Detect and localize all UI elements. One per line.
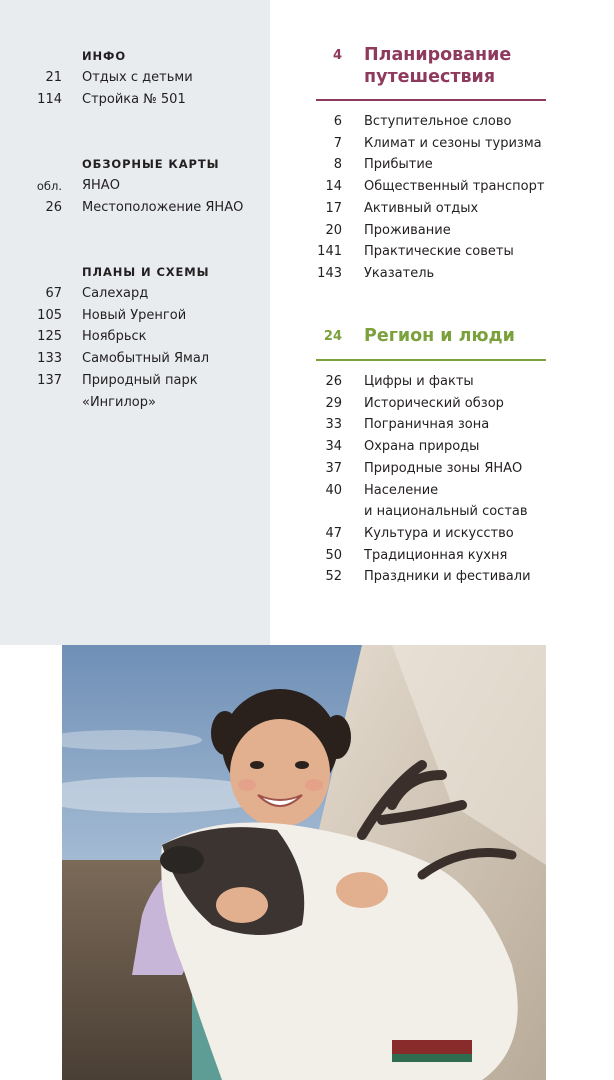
toc-entry[interactable] [0, 223, 614, 245]
toc-entry[interactable] [0, 417, 614, 439]
entry-label: Традиционная кухня [364, 547, 508, 563]
chapter-title[interactable] [364, 44, 511, 88]
entry-label: Прибытие [364, 157, 433, 173]
toc-entry[interactable] [0, 308, 270, 330]
toc-entry[interactable] [0, 201, 614, 223]
chapter-divider [316, 99, 546, 101]
entry-label: Природные зоны ЯНАО [364, 460, 523, 476]
page-number: 125 [37, 329, 62, 345]
page-number: 17 [325, 200, 342, 216]
page-number: 50 [325, 547, 342, 563]
entry-label: Население [364, 482, 439, 498]
toc-entry[interactable] [0, 179, 614, 201]
chapter-title-line: путешествия [364, 67, 496, 87]
page-number: 37 [325, 460, 342, 476]
photo-girl-with-reindeer-calf [62, 645, 546, 1080]
page-number: 141 [317, 244, 342, 260]
page-number: 137 [37, 372, 62, 388]
entry-label: Цифры и факты [364, 374, 474, 389]
entry-label: Культура и искусство [364, 525, 514, 541]
page-number: 26 [325, 374, 342, 389]
toc-entry[interactable] [0, 244, 614, 266]
toc-entry[interactable] [0, 526, 614, 548]
page-number: 40 [325, 482, 342, 498]
page-number: обл. [36, 179, 62, 193]
entry-label: Исторический обзор [364, 395, 504, 411]
toc-entry[interactable] [0, 374, 614, 396]
entry-label: Активный отдых [364, 200, 479, 216]
chapter-title-line: Планирование [364, 45, 512, 65]
entry-label: Общественный транспорт [364, 179, 545, 195]
entry-label: Проживание [364, 222, 451, 238]
entry-label: Природный парк [82, 372, 198, 388]
page-number: 14 [325, 179, 342, 195]
chapter-divider [316, 359, 546, 361]
page-number: 21 [45, 70, 62, 85]
toc-entry[interactable] [0, 548, 614, 570]
section-title-plans: ПЛАНЫ И СХЕМЫ [82, 265, 210, 279]
page-number: 8 [333, 157, 342, 173]
entry-label: Самобытный Ямал [82, 351, 210, 367]
toc-entry[interactable] [0, 70, 270, 92]
toc-entry[interactable] [0, 136, 614, 158]
page-number: 133 [37, 351, 62, 367]
toc-entry[interactable] [0, 286, 270, 308]
page-number: 26 [45, 199, 62, 215]
toc-entry[interactable] [0, 461, 614, 483]
entry-label: Стройка № 501 [82, 91, 186, 107]
section-title-info: ИНФО [82, 49, 127, 63]
entry-label: Климат и сезоны туризма [364, 135, 542, 151]
toc-entry[interactable] [0, 266, 614, 288]
entry-label: Праздники и фестивали [364, 569, 531, 585]
entry-label: Вступительное слово [364, 114, 512, 129]
entry-label: Практические советы [364, 244, 514, 260]
toc-entry[interactable] [0, 351, 270, 373]
toc-entry[interactable] [0, 114, 614, 136]
page-number: 47 [325, 525, 342, 541]
entry-label: Ноябрьск [82, 329, 147, 345]
page-number: 6 [333, 114, 342, 129]
entry-label: Новый Уренгой [82, 307, 187, 323]
entry-label: Охрана природы [364, 439, 480, 455]
toc-entry[interactable] [0, 439, 614, 461]
page-number: 114 [37, 91, 62, 107]
toc-entry[interactable] [0, 569, 614, 591]
entry-label: «Ингилор» [82, 394, 156, 410]
chapter-title[interactable]: Регион и люди [364, 326, 515, 346]
toc-entry[interactable] [0, 157, 614, 179]
page-number: 7 [333, 135, 342, 151]
page-number: 105 [37, 307, 62, 323]
toc-entry[interactable] [0, 483, 614, 505]
page-number: 67 [45, 286, 62, 301]
entry-label: Отдых с детьми [82, 70, 193, 85]
entry-label: Пограничная зона [364, 417, 490, 433]
toc-entry[interactable] [0, 329, 270, 351]
entry-label: ЯНАО [82, 178, 120, 193]
toc-entry[interactable] [0, 92, 270, 114]
toc-entry[interactable] [0, 396, 614, 418]
entry-label: Салехард [82, 286, 149, 301]
page-number: 33 [325, 417, 342, 433]
page-number: 29 [325, 395, 342, 411]
page-number: 143 [317, 265, 342, 281]
page-number: 20 [325, 222, 342, 238]
entry-label: и национальный состав [364, 504, 528, 520]
page-number: 34 [325, 439, 342, 455]
section-title-maps: ОБЗОРНЫЕ КАРТЫ [82, 157, 220, 171]
entry-label: Указатель [364, 265, 435, 281]
toc-entry-continued[interactable] [0, 504, 614, 526]
chapter-number: 24 [323, 329, 342, 344]
entry-label: Местоположение ЯНАО [82, 199, 244, 215]
page-number: 52 [325, 569, 342, 585]
chapter-number: 4 [332, 48, 342, 63]
